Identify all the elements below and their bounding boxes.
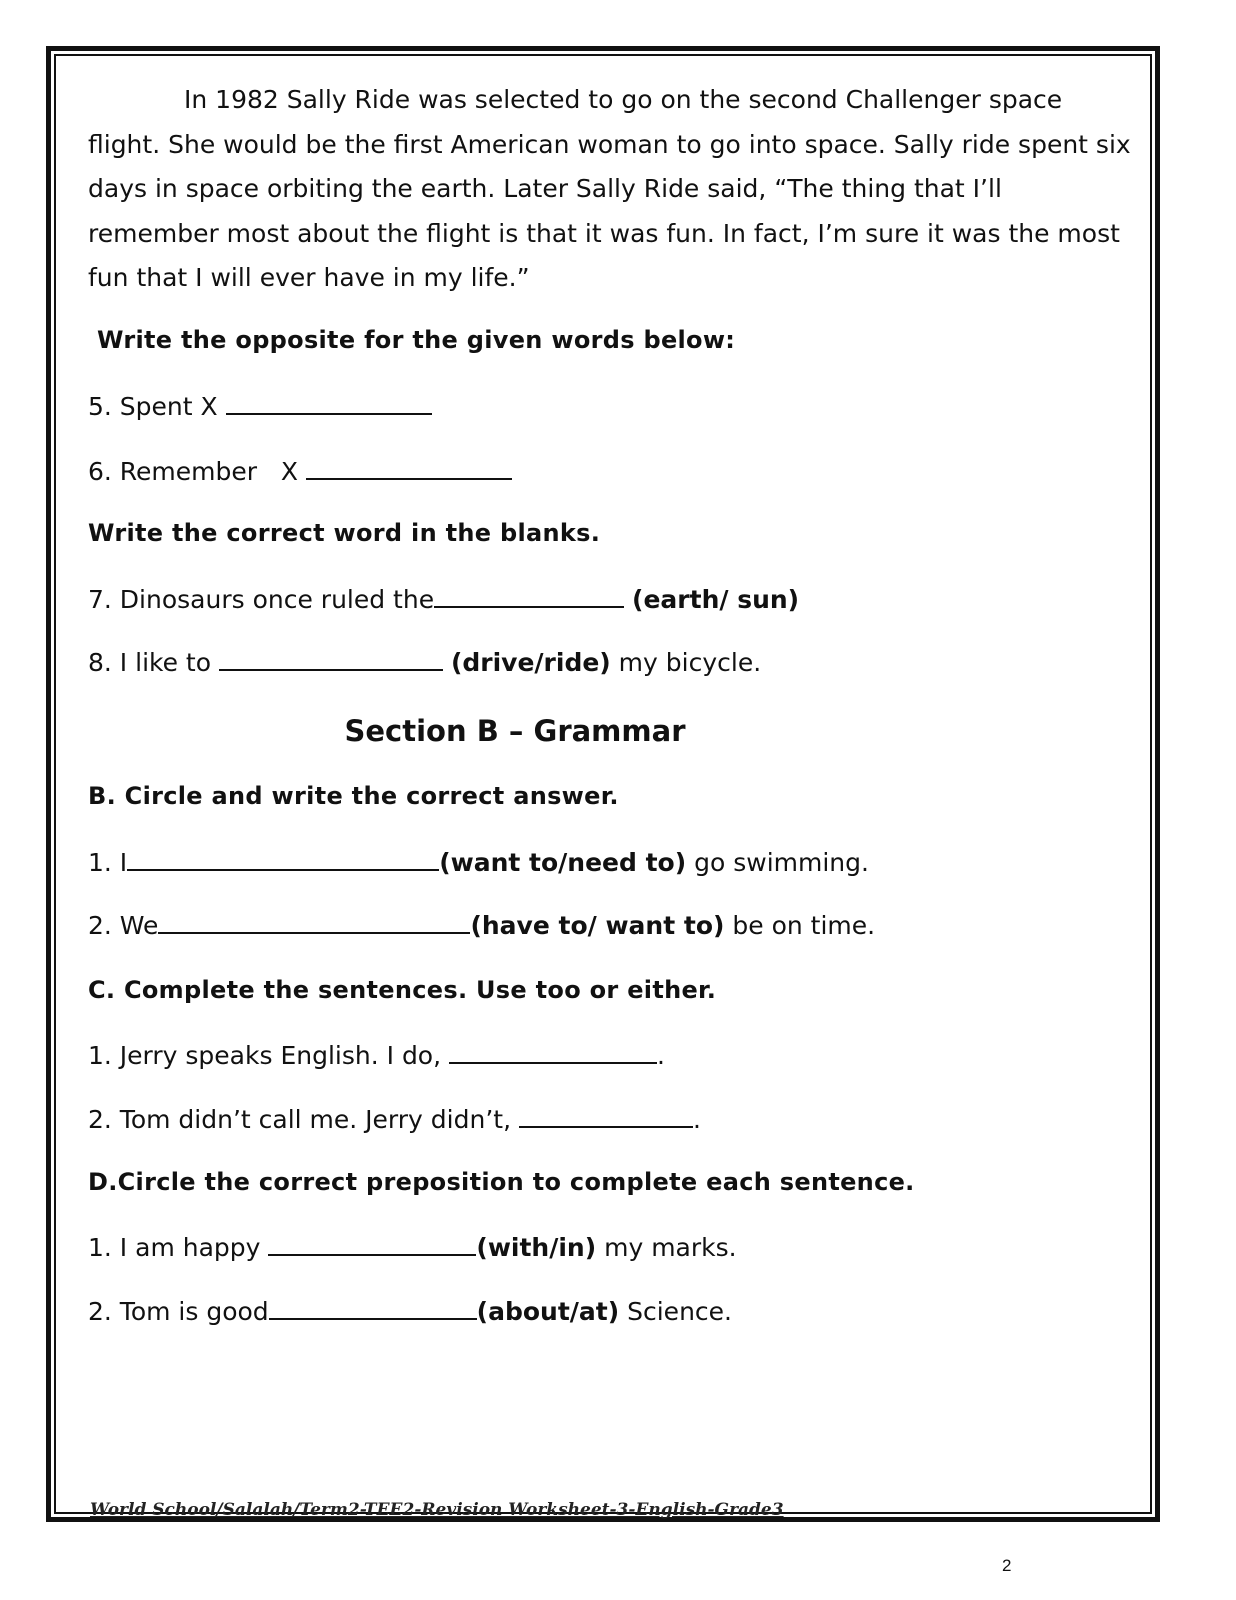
part-d-q2-options: (about/at) xyxy=(476,1297,620,1326)
part-d-question-1 xyxy=(88,1232,737,1262)
question-8-text: 8. I like to xyxy=(88,648,212,677)
question-6-text: 6. Remember X xyxy=(88,457,299,486)
part-c-q1-text: 1. Jerry speaks English. I do, xyxy=(88,1041,442,1070)
part-c-question-1 xyxy=(88,1040,665,1070)
question-8-options: (drive/ride) xyxy=(450,648,611,677)
part-d-q1-text: 1. I am happy xyxy=(88,1233,261,1262)
question-7-options: (earth/ sun) xyxy=(632,585,800,614)
part-d-heading: D.Circle the correct preposition to complete each sentence. xyxy=(88,1168,915,1196)
question-5 xyxy=(88,391,432,421)
question-8-end: my bicycle. xyxy=(618,648,762,677)
part-c-q2-end: . xyxy=(692,1105,701,1134)
part-b-q2-text: 2. We xyxy=(88,911,159,940)
question-7-text: 7. Dinosaurs once ruled the xyxy=(88,585,435,614)
question-7 xyxy=(88,584,799,614)
part-b-q2-end: be on time. xyxy=(732,911,876,940)
part-d-question-2 xyxy=(88,1296,732,1326)
blanks-heading: Write the correct word in the blanks. xyxy=(88,519,601,547)
part-d-q1-options: (with/in) xyxy=(476,1233,597,1262)
part-c-q1-end: . xyxy=(657,1041,665,1070)
part-d-q2-end: Science. xyxy=(627,1297,732,1326)
footer-text: World School/Salalah/Term2-TEE2-Revision Worksheet-3-English-Grade3 xyxy=(90,1500,784,1520)
part-b-q1-text: 1. I xyxy=(88,848,128,877)
part-d-q2-text: 2. Tom is good xyxy=(88,1297,269,1326)
answer-blank-7[interactable] xyxy=(434,584,624,608)
answer-blank-6[interactable] xyxy=(306,456,512,480)
part-c-answer-blank-2[interactable] xyxy=(519,1104,693,1128)
question-5-text: 5. Spent X xyxy=(88,392,218,421)
section-b-title: Section B – Grammar xyxy=(344,714,686,748)
part-b-q2-options: (have to/ want to) xyxy=(470,911,725,940)
part-c-answer-blank-1[interactable] xyxy=(449,1040,657,1064)
passage-text: In 1982 Sally Ride was selected to go on the second Challenger space flight. She would be the first American woman to go into space. Sally ride spent six days in space orbiting the earth. Later Sally Ride said, “The thing that I’ll remember most about the flight is that it was fun. In fact, I’m sure it was the most fun that I will ever have in my life.” xyxy=(88,85,1131,292)
part-c-heading: C. Complete the sentences. Use too or either. xyxy=(88,976,717,1004)
page-number: 2 xyxy=(1002,1556,1012,1575)
question-8 xyxy=(88,647,761,677)
answer-blank-8[interactable] xyxy=(219,647,443,671)
part-d-answer-blank-1[interactable] xyxy=(268,1232,476,1256)
part-b-q1-options: (want to/need to) xyxy=(439,848,687,877)
opposites-heading: Write the opposite for the given words below: xyxy=(97,326,736,354)
question-6 xyxy=(88,456,512,486)
part-b-q1-end: go swimming. xyxy=(694,848,869,877)
part-b-question-2 xyxy=(88,910,875,940)
part-c-question-2 xyxy=(88,1104,701,1134)
part-b-heading: B. Circle and write the correct answer. xyxy=(88,782,619,810)
answer-blank-5[interactable] xyxy=(226,391,432,415)
part-c-q2-text: 2. Tom didn’t call me. Jerry didn’t, xyxy=(88,1105,512,1134)
part-b-question-1 xyxy=(88,847,869,877)
part-d-answer-blank-2[interactable] xyxy=(269,1296,477,1320)
reading-passage xyxy=(88,78,1138,301)
part-b-answer-blank-2[interactable] xyxy=(158,910,470,934)
part-d-q1-end: my marks. xyxy=(604,1233,737,1262)
part-b-answer-blank-1[interactable] xyxy=(127,847,439,871)
